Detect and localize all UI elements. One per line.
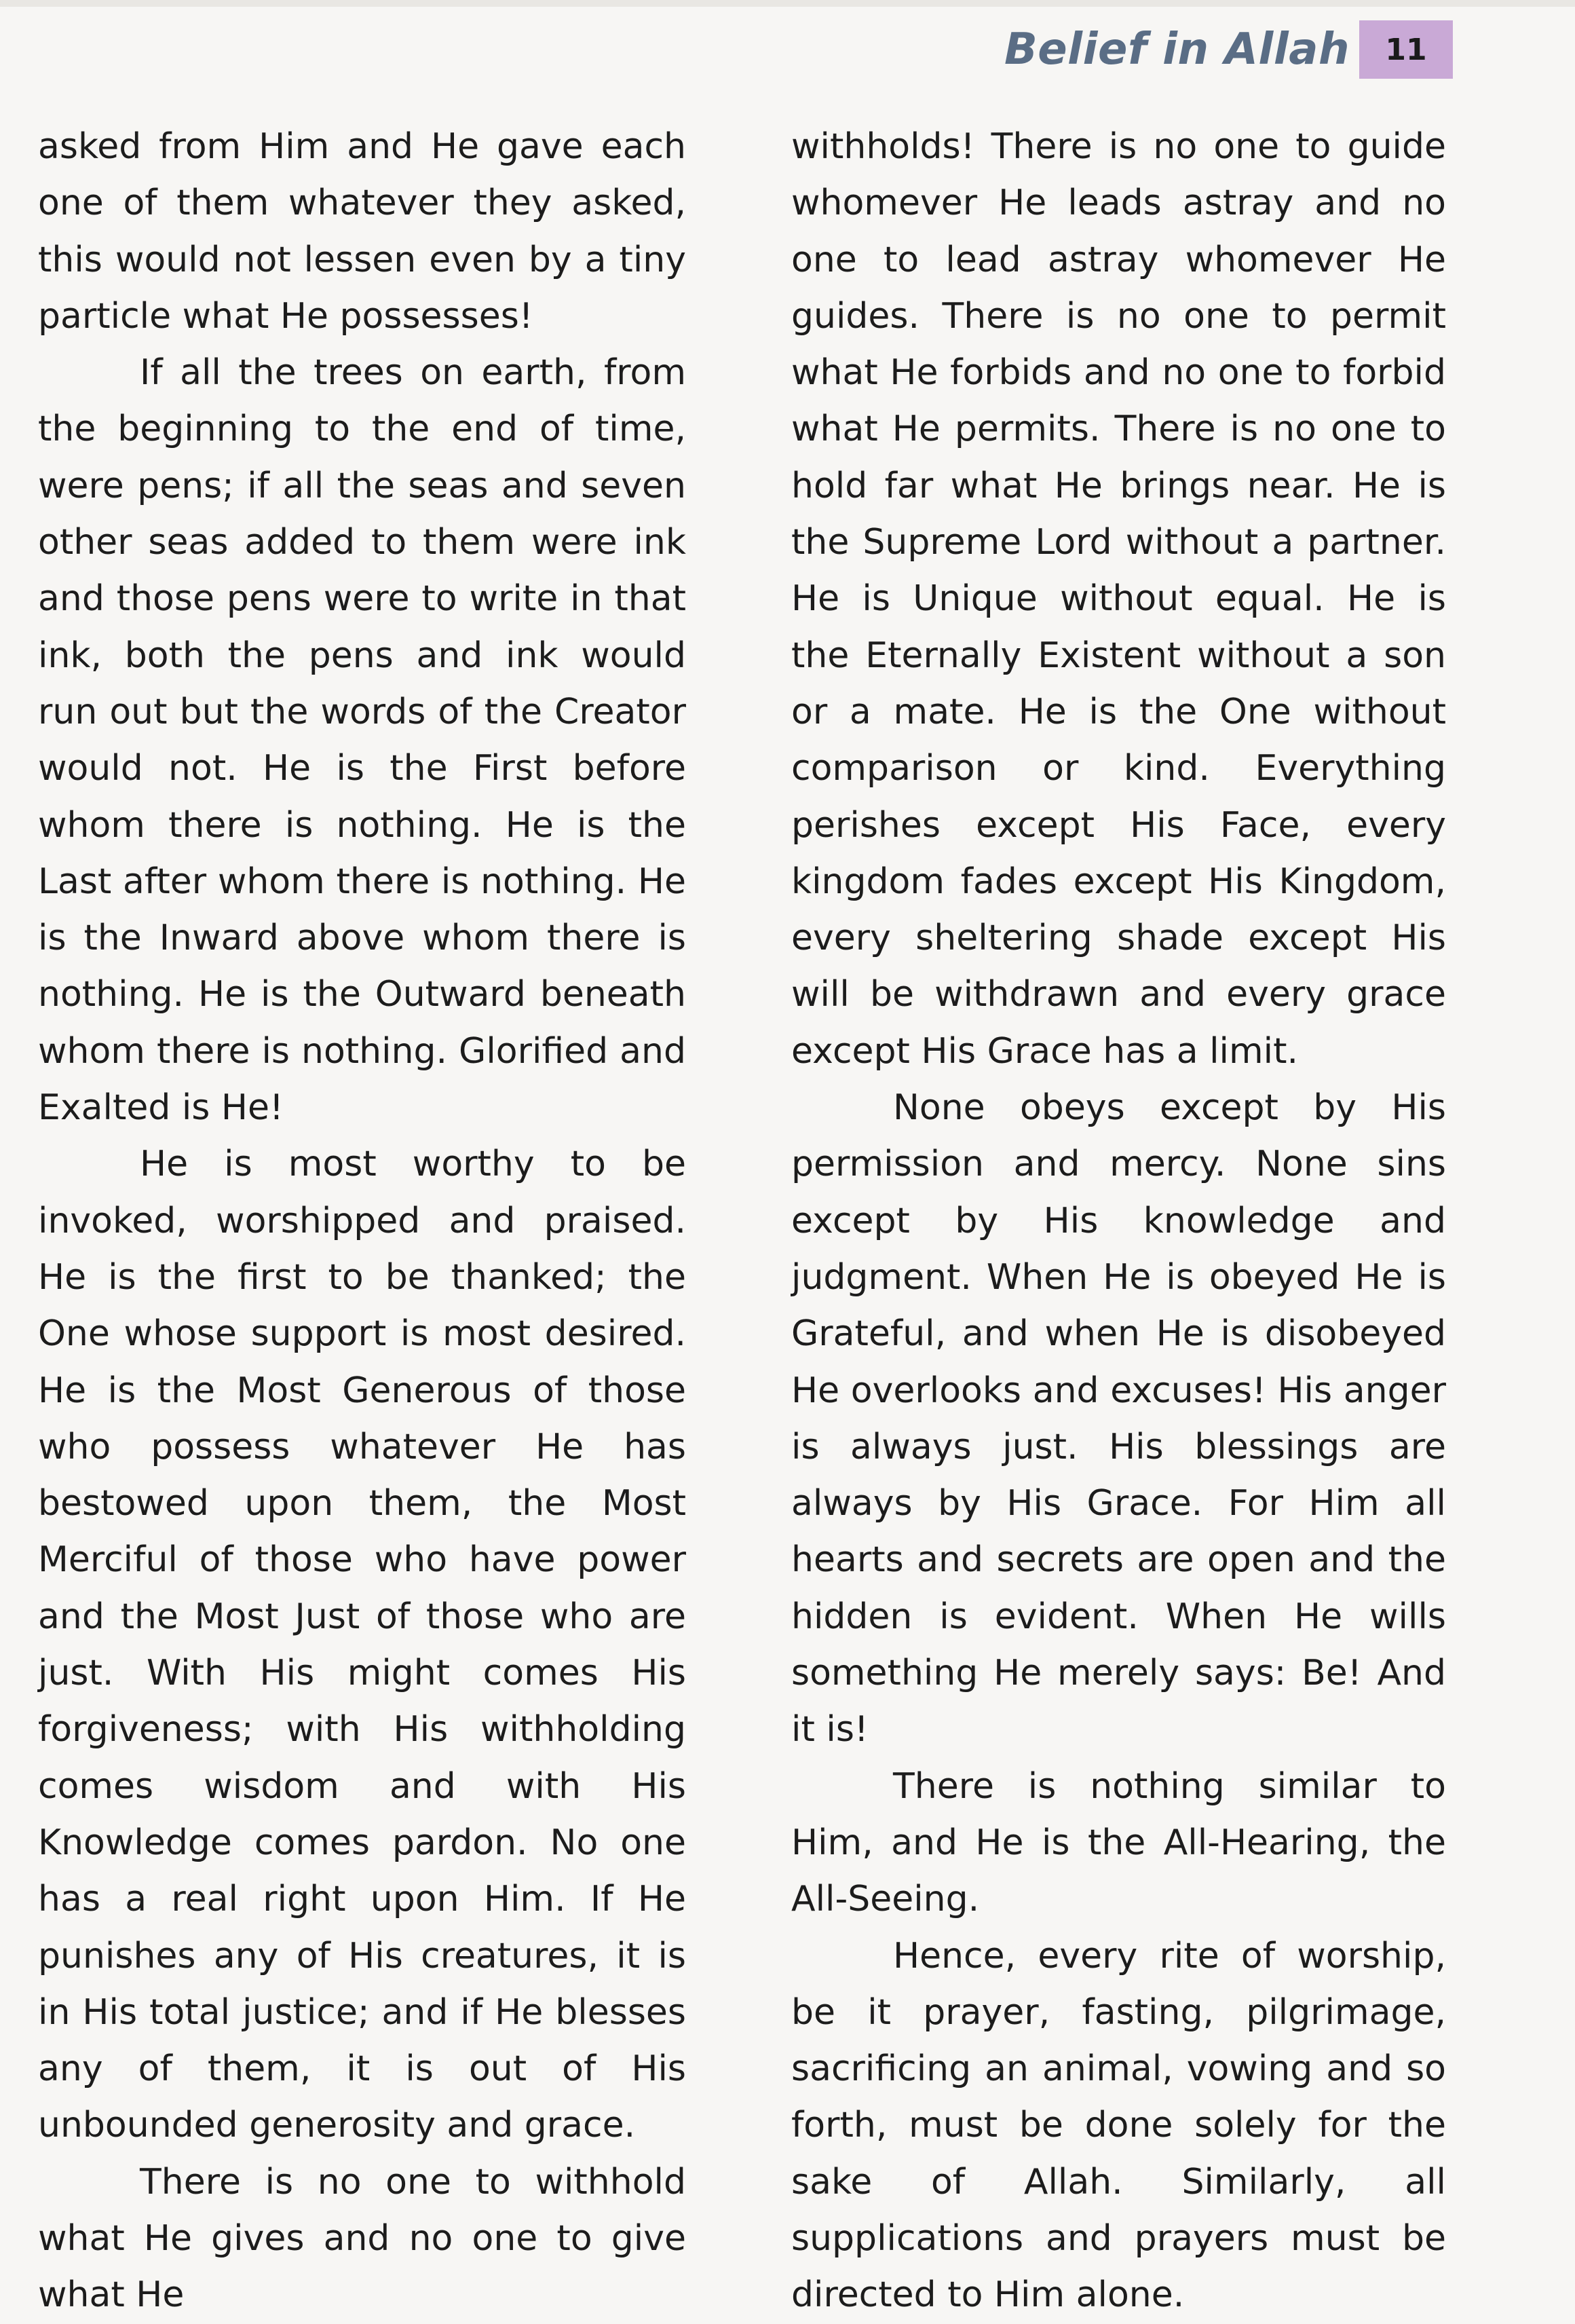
right-text-column: [791, 119, 1446, 2324]
paragraph: None obeys except by His permission and mercy. None sins except by His knowledge and judgment. When He is obeyed He is Grateful, and when He is disobeyed He overlooks and excuses! His anger is always just. His blessings are always by His Grace. For Him all hearts and secrets are open and the hidden is evident. When He wills something He merely says: Be! And it is!: [791, 1087, 1446, 1750]
page-number-badge: [1359, 20, 1453, 79]
left-text-column: [38, 119, 686, 2324]
running-title: Belief in Allah: [1004, 24, 1350, 75]
paragraph: asked from Him and He gave each one of them whatever they asked, this would not lessen even by a tiny particle what He possesses!: [38, 126, 686, 337]
paragraph: There is no one to withhold what He gives and no one to give what He: [38, 2161, 686, 2316]
page-header: [1004, 20, 1453, 79]
page-number: 11: [1385, 32, 1427, 67]
page-top-edge: [0, 0, 1575, 7]
paragraph: There is nothing similar to Him, and He is the All-Hearing, the All-Seeing.: [791, 1765, 1446, 1920]
paragraph: If all the trees on earth, from the beginning to the end of time, were pens; if all the seas and seven other seas added to them were ink and those pens were to write in that ink, both the pens and ink would run out but the words of the Creator would not. He is the First before whom there is nothing. He is the Last after whom there is nothing. He is the Inward above whom there is nothing. He is the Outward beneath whom there is nothing. Glorified and Exalted is He!: [38, 352, 686, 1129]
paragraph: Hence, every rite of worship, be it prayer, fasting, pilgrimage, sacrificing an animal, vowing and so forth, must be done solely for the sake of Allah. Similarly, all supplications and prayers must be directed to Him alone.: [791, 1935, 1446, 2316]
paragraph: withholds! There is no one to guide whomever He leads astray and no one to lead astray whomever He guides. There is no one to permit what He forbids and no one to forbid what He permits. There is no one to hold far what He brings near. He is the Supreme Lord without a partner. He is Unique without equal. He is the Eternally Existent without a son or a mate. He is the One without comparison or kind. Everything perishes except His Face, every kingdom fades except His Kingdom, every sheltering shade except His will be withdrawn and every grace except His Grace has a limit.: [791, 126, 1446, 1072]
paragraph: He is most worthy to be invoked, worshipped and praised. He is the first to be thanked; the One whose support is most desired. He is the Most Generous of those who possess whatever He has bestowed upon them, the Most Merciful of those who have power and the Most Just of those who are just. With His might comes His forgiveness; with His withholding comes wisdom and with His Knowledge comes pardon. No one has a real right upon Him. If He punishes any of His creatures, it is in His total justice; and if He blesses any of them, it is out of His unbounded generosity and grace.: [38, 1144, 686, 2146]
